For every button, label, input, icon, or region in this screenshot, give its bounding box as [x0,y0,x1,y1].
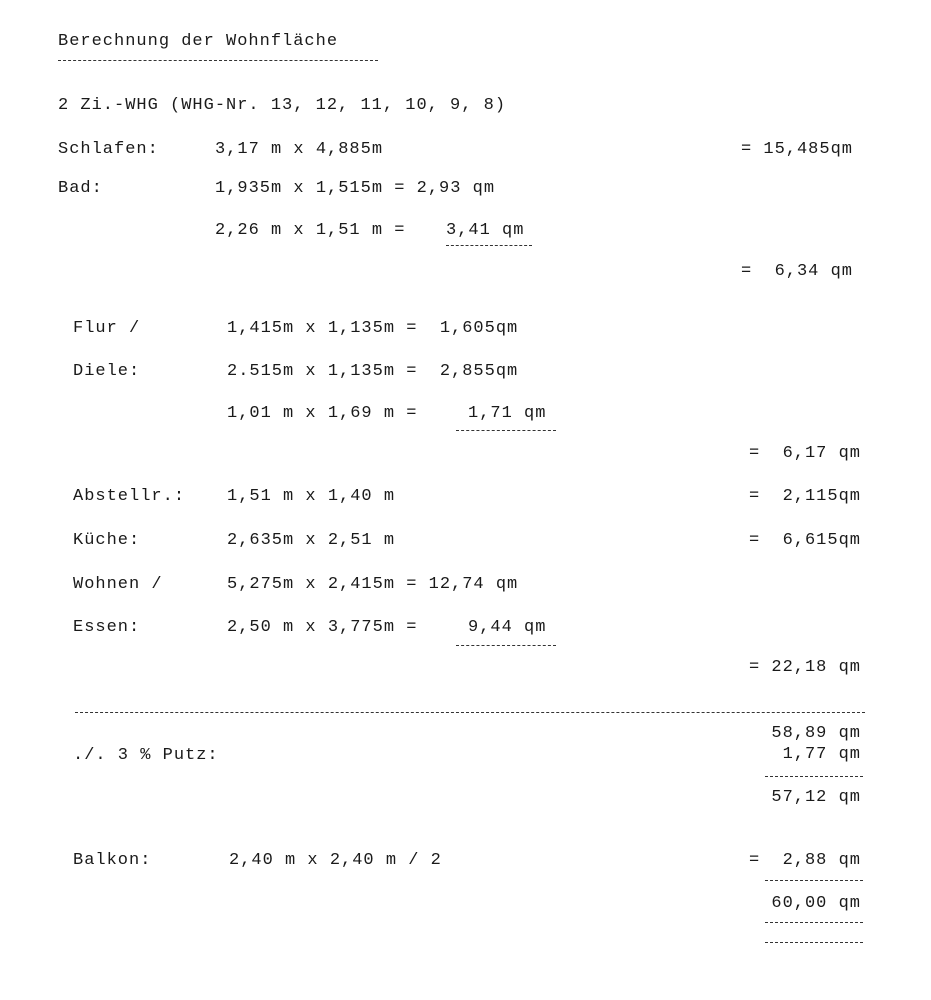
wohnen-label: Wohnen / [73,575,163,594]
apartment-subtitle: 2 Zi.-WHG (WHG-Nr. 13, 12, 11, 10, 9, 8) [58,96,507,115]
schlafen-total: = 15,485qm [740,140,853,159]
flur-line1: 1,415m x 1,135m = 1,605qm [227,319,519,338]
essen-label: Essen: [73,618,141,637]
summary-separator [75,712,865,713]
abstell-label: Abstellr.: [73,487,186,506]
abstell-calc: 1,51 m x 1,40 m [227,487,396,506]
balkon-label: Balkon: [73,851,152,870]
net-value: 57,12 qm [771,788,861,807]
bad-label: Bad: [58,179,103,198]
title-underline [58,60,378,61]
bad-line2-calc: 2,26 m x 1,51 m = [215,221,417,240]
bad-line1: 1,935m x 1,515m = 2,93 qm [215,179,496,198]
schlafen-label: Schlafen: [58,140,159,159]
kueche-label: Küche: [73,531,141,550]
grand-total: 60,00 qm [771,894,861,913]
flur-label: Flur / [73,319,141,338]
grand-sum-line [765,880,863,881]
bad-total: = 6,34 qm [740,262,853,281]
schlafen-calc: 3,17 m x 4,885m [215,140,384,159]
wohnen-line1: 5,275m x 2,415m = 12,74 qm [227,575,519,594]
flur-sum-line [456,430,556,431]
grand-total-underline-1 [765,922,863,923]
subtotal-value: 58,89 qm [771,724,861,743]
page-title: Berechnung der Wohnfläche [58,32,339,51]
flur-total: = 6,17 qm [748,444,861,463]
balkon-calc: 2,40 m x 2,40 m / 2 [229,851,442,870]
flur-line3-calc: 1,01 m x 1,69 m = [227,404,429,423]
wohnen-total: = 22,18 qm [748,658,861,677]
flur-line2: 2.515m x 1,135m = 2,855qm [227,362,519,381]
wohnen-line2-value: 9,44 qm [468,618,547,637]
wohnen-line2-calc: 2,50 m x 3,775m = [227,618,429,637]
kueche-calc: 2,635m x 2,51 m [227,531,396,550]
kueche-total: = 6,615qm [748,531,861,550]
bad-line2-value: 3,41 qm [446,221,525,240]
putz-label: ./. 3 % Putz: [73,746,219,765]
wohnen-sum-line [456,645,556,646]
balkon-total: = 2,88 qm [748,851,861,870]
putz-value: 1,77 qm [782,745,861,764]
bad-sum-line [446,245,532,246]
flur-line3-value: 1,71 qm [468,404,547,423]
net-sum-line [765,776,863,777]
abstell-total: = 2,115qm [748,487,861,506]
diele-label: Diele: [73,362,141,381]
grand-total-underline-2 [765,942,863,943]
